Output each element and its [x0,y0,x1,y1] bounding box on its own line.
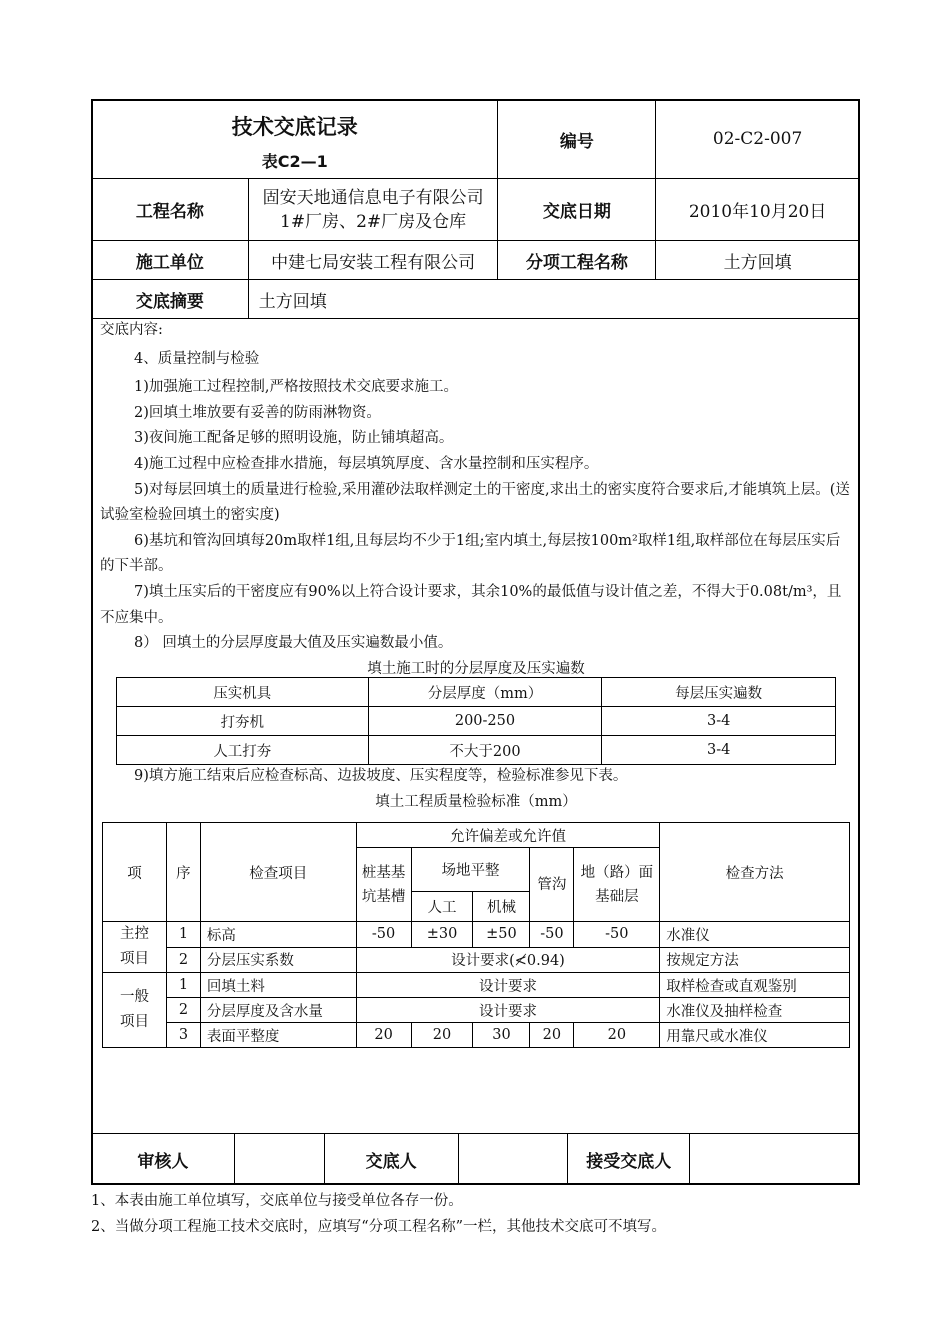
t2-val: ±30 [411,922,473,948]
t2-h-road: 地（路）面基础层 [574,848,660,922]
t2-h-manual: 人工 [411,892,473,922]
contractor-label: 施工单位 [92,241,249,280]
disclosure-content [100,318,852,682]
reviewer-field[interactable] [234,1134,324,1185]
compaction-table [116,677,836,765]
table-row [103,922,850,948]
t2-h-seq: 序 [166,823,200,922]
t2-method: 水准仪及抽样检查 [660,998,850,1023]
t2-h-item: 项 [103,823,167,922]
t2-seq: 1 [166,973,200,998]
number-value: 02-C2-007 [656,100,860,179]
subitem-label: 分项工程名称 [498,241,656,280]
quality-standard-table [102,822,850,1048]
t2-name: 回填土料 [200,973,356,998]
receiver-field[interactable] [690,1134,860,1185]
content-item: 6)基坑和管沟回填每20m取样1组,且每层均不少于1组;室内填土,每层按100m²取样1组,取样部位在每层压实后的下半部。 [100,532,841,575]
table2-caption: 填土工程质量检验标准（mm） [375,793,577,810]
title-cell [92,100,498,179]
form-title: 技术交底记录 [231,114,358,139]
number-label: 编号 [498,100,656,179]
footnote: 1、本表由施工单位填写，交底单位与接受单位各存一份。 [91,1193,463,1209]
t1-cell: 不大于200 [368,736,602,765]
discloser-field[interactable] [458,1134,568,1185]
t2-h-method: 检查方法 [660,823,850,922]
content-item: 1)加强施工过程控制,严格按照技术交底要求施工。 [134,379,458,396]
table-row [117,736,836,765]
t2-val: -50 [530,922,574,948]
t2-h-pipe: 管沟 [530,848,574,922]
t2-span: 设计要求 [356,973,660,998]
form-code: 表C2—1 [261,151,328,171]
subitem-value: 土方回填 [656,241,860,280]
t2-val: 30 [473,1023,530,1048]
content-item: 4)施工过程中应检查排水措施，每层填筑厚度、含水量控制和压实程序。 [134,455,599,472]
t2-seq: 2 [166,947,200,973]
project-name-value [248,179,498,241]
t2-val: ±50 [473,922,530,948]
t2-name: 表面平整度 [200,1023,356,1048]
t1-cell: 3-4 [602,736,836,765]
t2-h-site: 场地平整 [411,848,530,892]
table-row [103,1023,850,1048]
footnotes [91,1188,666,1240]
reviewer-label: 审核人 [92,1134,235,1185]
summary-label: 交底摘要 [92,280,249,319]
t2-span: 设计要求 [356,998,660,1023]
summary-value: 土方回填 [248,280,859,319]
t2-val: 20 [574,1023,660,1048]
t2-val: -50 [356,922,411,948]
content-item: 5)对每层回填土的质量进行检验,采用灌砂法取样测定土的干密度,求出土的密实度符合要求后,才能填筑上层。(送试验室检验回填土的密实度) [100,481,850,524]
t1-cell: 人工打夯 [117,736,369,765]
t2-h-tolerance: 允许偏差或允许值 [356,823,660,848]
t2-method: 水准仪 [660,922,850,948]
disclosure-content-2 [100,764,852,815]
t2-h-machine: 机械 [473,892,530,922]
receiver-label: 接受交底人 [568,1134,690,1185]
t1-cell: 200-250 [368,707,602,736]
content-item: 7)填土压实后的干密度应有90%以上符合设计要求，其余10%的最低值与设计值之差，不得大于0.08t/m³，且不应集中。 [100,583,842,626]
t2-method: 按规定方法 [660,947,850,973]
content-intro: 交底内容: [100,322,163,338]
project-name-label: 工程名称 [92,179,249,241]
project-name-text: 固安天地通信息电子有限公司1#厂房、2#厂房及仓库 [262,187,484,232]
discloser-label: 交底人 [324,1134,458,1185]
t2-val: 20 [356,1023,411,1048]
t1-cell: 3-4 [602,707,836,736]
t2-seq: 1 [166,922,200,948]
content-item: 2)回填土堆放要有妥善的防雨淋物资。 [134,404,381,421]
table-row [103,973,850,998]
table-row [117,707,836,736]
signature-table [91,1133,860,1185]
t2-val: -50 [574,922,660,948]
content-item: 9)填方施工结束后应检查标高、边拔坡度、压实程度等，检验标准参见下表。 [134,768,628,784]
content-item: 8） 回填土的分层厚度最大值及压实遍数最小值。 [134,635,453,652]
date-value: 2010年10月20日 [656,179,860,241]
t1-cell: 打夯机 [117,707,369,736]
t2-val: 20 [530,1023,574,1048]
t2-method: 用靠尺或水准仪 [660,1023,850,1048]
content-item: 3)夜间施工配备足够的照明设施，防止铺填超高。 [134,430,454,447]
t2-method: 取样检查或直观鉴别 [660,973,850,998]
t2-name: 分层压实系数 [200,947,356,973]
t2-h-pit: 桩基基坑基槽 [356,848,411,922]
t1-header: 每层压实遍数 [602,678,836,707]
t2-val: 20 [411,1023,473,1048]
t1-header: 分层厚度（mm） [368,678,602,707]
t2-name: 分层厚度及含水量 [200,998,356,1023]
table-row [103,947,850,973]
t2-seq: 3 [166,1023,200,1048]
t2-h-check: 检查项目 [200,823,356,922]
content-section: 4、质量控制与检验 [134,350,260,367]
table1-caption: 填土施工时的分层厚度及压实遍数 [367,660,585,677]
date-label: 交底日期 [498,179,656,241]
contractor-value: 中建七局安装工程有限公司 [248,241,498,280]
t2-group-main: 主控项目 [103,922,167,973]
t2-name: 标高 [200,922,356,948]
header-table [91,99,860,319]
t2-group-general: 一般项目 [103,973,167,1048]
t1-header: 压实机具 [117,678,369,707]
table-row [103,998,850,1023]
footnote: 2、当做分项工程施工技术交底时，应填写“分项工程名称”一栏，其他技术交底可不填写。 [91,1219,667,1235]
t2-seq: 2 [166,998,200,1023]
t2-span: 设计要求(≮0.94) [356,947,660,973]
